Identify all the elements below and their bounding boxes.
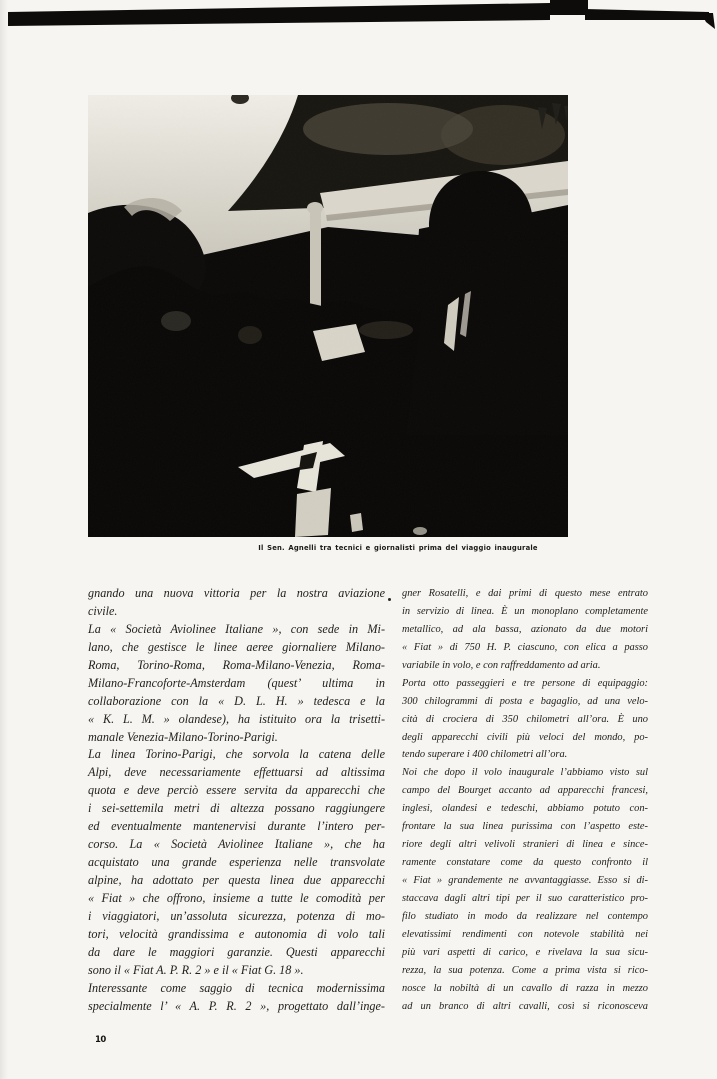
text-line: civile. <box>88 603 118 618</box>
photo-image <box>88 95 568 537</box>
text-line: ed eventualmente mantenervisi durante l’intero per- <box>88 819 385 834</box>
text-line: corso. La « Società Aviolinee Italiane », che ha <box>88 837 385 852</box>
text-line: in servizio di linea. È un monoplano completamente <box>402 605 648 617</box>
text-line: alpine, ha adottato per questa linea due apparecchi <box>88 873 385 887</box>
text-line: acquistato una grande esperienza nelle transvolate <box>88 855 385 870</box>
photo-agnelli-inaugural-flight <box>88 95 568 537</box>
text-line: inglesi, olandesi e tedeschi, abbiamo potuto con- <box>402 803 648 815</box>
text-line: da dare le maggiori garanzie. Questi apparecchi <box>88 944 385 959</box>
right-text-column <box>402 585 648 1016</box>
text-line: tori, velocità grandissima e autonomia di volo tali <box>88 926 385 941</box>
text-line: frontare la sua linea purissima con l’aspetto este- <box>402 821 648 833</box>
text-line: sono il « Fiat A. P. R. 2 » e il « Fiat G. 18 ». <box>88 962 304 977</box>
text-line: gner Rosatelli, e dai primi di questo mese entrato <box>402 588 648 599</box>
left-text-column <box>88 585 385 1016</box>
text-line: Alpi, deve necessariamente effettuarsi ad altissima <box>88 765 385 780</box>
text-line: i sei-settemila metri di altezza possano raggiungere <box>88 801 385 816</box>
text-line: Porta otto passeggieri e tre persone di equipaggio: <box>402 677 648 689</box>
text-line: ramente constatare come da questo confronto il <box>402 857 648 869</box>
text-line: Roma, Torino-Roma, Roma-Milano-Venezia, Roma- <box>88 657 385 672</box>
ink-speck <box>388 598 391 601</box>
photo-caption: Il Sen. Agnelli tra tecnici e giornalisti prima del viaggio inaugurale <box>258 544 538 552</box>
text-line: ad un branco di altri cavalli, così si riconosceva <box>402 1000 648 1012</box>
text-line: variabile in volo, e con raffreddamento ad aria. <box>402 659 601 671</box>
text-line: più vari aspetti di carico, e rivelava la sua sicu- <box>402 946 648 958</box>
text-line: Noi che dopo il volo inaugurale l’abbiamo visto sul <box>402 767 648 779</box>
text-line: i viaggiatori, un’assoluta sicurezza, potenza di mo- <box>88 908 385 923</box>
text-line: « Fiat » grandemente ne avvantaggiasse. Esso si di- <box>402 875 648 886</box>
text-line: campo del Bourget accanto ad apparecchi francesi, <box>402 785 648 797</box>
text-line: « Fiat » di 750 H. P. ciascuno, con elica a passo <box>402 641 648 653</box>
text-line: rezza, la sua potenza. Come a prima vista si rico- <box>402 964 648 976</box>
text-line: collaborazione con la « D. L. H. » tedesca e la <box>88 693 385 708</box>
top-ink-marks <box>0 0 717 40</box>
text-line: quota e deve perciò essere servita da apparecchi che <box>88 783 385 798</box>
text-line: cità di crociera di 350 chilometri all’ora. È uno <box>402 713 648 725</box>
text-line: manale Venezia-Milano-Torino-Parigi. <box>88 729 278 744</box>
text-line: nosce la nobiltà di un cavallo di razza in mezzo <box>402 982 648 994</box>
page-number: 10 <box>95 1035 106 1045</box>
text-line: riore degli altri velivoli stranieri di linea e since- <box>402 839 648 851</box>
text-line: metallico, ad ala bassa, azionato da due motori <box>402 623 648 635</box>
text-line: La linea Torino-Parigi, che sorvola la catena delle <box>88 747 385 762</box>
text-line: Interessante come saggio di tecnica modernissima <box>88 980 385 995</box>
text-line: La « Società Aviolinee Italiane », con sede in Mi- <box>88 621 385 636</box>
text-line: Milano-Francoforte-Amsterdam (quest’ ultima in <box>88 675 385 690</box>
text-line: specialmente l’ « A. P. R. 2 », progettato dall’inge- <box>88 998 385 1013</box>
text-line: degli apparecchi civili più veloci del mondo, po- <box>402 731 648 743</box>
text-line: staccava dagli altri tipi per il suo caratteristico pro- <box>402 892 648 904</box>
text-line: « Fiat » che offrono, insieme a tutte le comodità per <box>88 890 385 905</box>
text-line: elevatissimi rendimenti con notevole stabilità nei <box>402 928 648 940</box>
text-line: « K. L. M. » olandese), ha istituito ora la trisetti- <box>88 711 385 726</box>
text-line: lano, che gestisce le linee aeree giornaliere Milano- <box>88 639 385 654</box>
text-line: 300 chilogrammi di posta e bagaglio, ad una velo- <box>402 695 648 707</box>
text-line: tendo superare i 400 chilometri all’ora. <box>402 749 568 761</box>
text-line: filo studiato in modo da realizzare nel contempo <box>402 910 648 922</box>
text-line: gnando una nuova vittoria per la nostra aviazione <box>88 586 385 600</box>
